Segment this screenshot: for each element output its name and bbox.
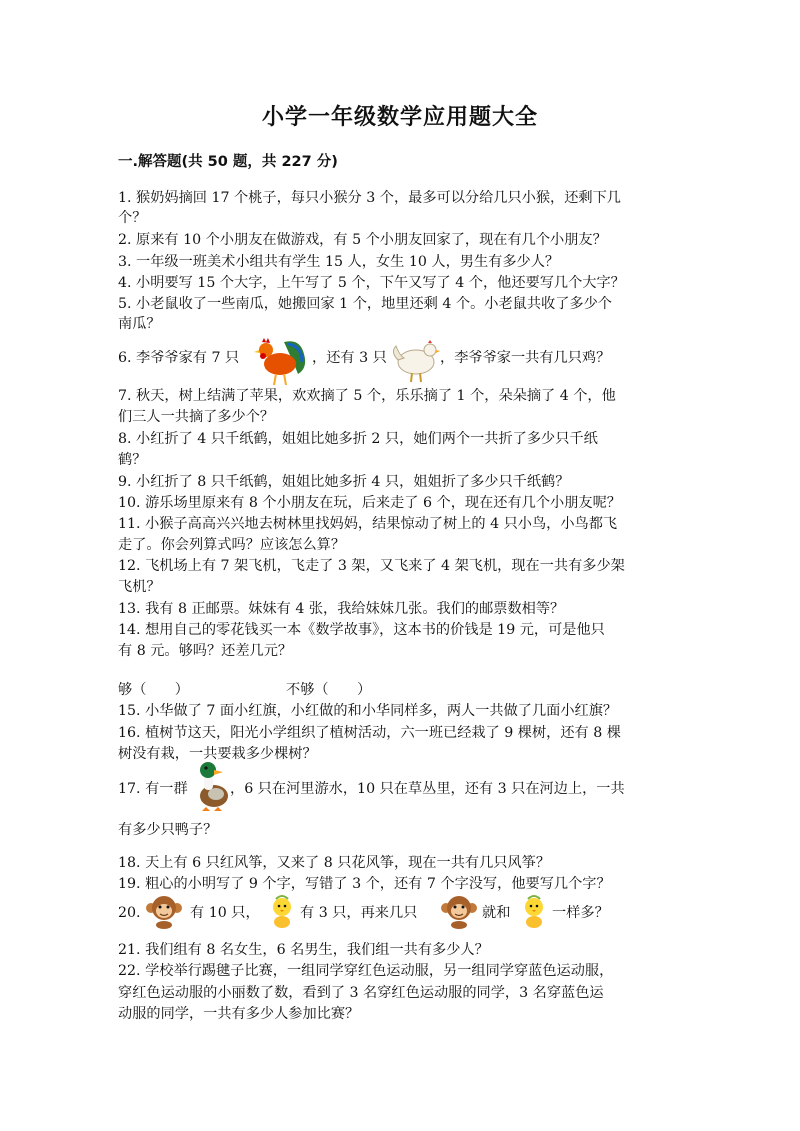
question-line: 11. 小猴子高高兴兴地去树林里找妈妈，结果惊动了树上的 4 只小鸟，小鸟都飞 — [118, 516, 618, 532]
chick-picture — [268, 893, 296, 929]
question-line: 南瓜？ — [118, 316, 161, 332]
question-line: ，李爷爷家一共有几只鸡？ — [440, 350, 611, 366]
question-line: 9. 小红折了 8 只千纸鹤，姐姐比她多折 4 只，姐姐折了多少只千纸鹤？ — [118, 474, 570, 490]
question-line: 20. — [118, 905, 141, 921]
question-line: 动服的同学，一共有多少人参加比赛？ — [118, 1006, 360, 1022]
duck-picture — [192, 760, 234, 812]
question-line: 6. 李爷爷家有 7 只 — [118, 350, 240, 366]
question-line: 们三人一共摘了多少个？ — [118, 409, 275, 425]
question-line: 17. 有一群 — [118, 781, 188, 797]
question-line: 1. 猴奶妈摘回 17 个桃子，每只小猴分 3 个，最多可以分给几只小猴，还剩下几 — [118, 190, 621, 206]
question-line: 13. 我有 8 正邮票。妹妹有 4 张，我给妹妹几张。我们的邮票数相等？ — [118, 601, 565, 617]
question-line: 2. 原来有 10 个小朋友在做游戏，有 5 个小朋友回家了，现在有几个小朋友？ — [118, 232, 607, 248]
section-heading: 一.解答题(共 50 题，共 227 分) — [118, 154, 338, 170]
question-line: 有 8 元。够吗？还差几元？ — [118, 643, 293, 659]
question-line: 有多少只鸭子？ — [118, 822, 218, 838]
question-line: 7. 秋天，树上结满了苹果，欢欢摘了 5 个，乐乐摘了 1 个，朵朵摘了 4 个，他 — [118, 388, 616, 404]
monkey-picture — [440, 893, 478, 929]
question-line: 穿红色运动服的小丽数了数，看到了 3 名穿红色运动服的同学，3 名穿蓝色运 — [118, 985, 604, 1001]
question-line: 15. 小华做了 7 面小红旗，小红做的和小华同样多，两人一共做了几面小红旗？ — [118, 703, 618, 719]
question-line: ，6 只在河里游水，10 只在草丛里，还有 3 只在河边上，一共 — [230, 781, 625, 797]
answer-enough: 够（ ） — [118, 682, 189, 698]
question-line: 4. 小明要写 15 个大字，上午写了 5 个，下午又写了 4 个，他还要写几个大字？ — [118, 275, 625, 291]
question-line: 21. 我们组有 8 名女生，6 名男生，我们组一共有多少人？ — [118, 942, 489, 958]
question-line: 18. 天上有 6 只红风筝，又来了 8 只花风筝，现在一共有几只风筝？ — [118, 855, 551, 871]
question-line: 树没有栽，一共要栽多少棵树？ — [118, 746, 317, 762]
question-line: 一样多？ — [552, 905, 609, 921]
question-line: 22. 学校举行踢毽子比赛，一组同学穿红色运动服，另一组同学穿蓝色运动服， — [118, 963, 614, 979]
question-line: 10. 游乐场里原来有 8 个小朋友在玩，后来走了 6 个，现在还有几个小朋友呢？ — [118, 495, 621, 511]
monkey-picture — [145, 893, 183, 929]
chick-picture — [520, 893, 548, 929]
question-line: 就和 — [482, 905, 511, 921]
question-line: 16. 植树节这天，阳光小学组织了植树活动，六一班已经栽了 9 棵树，还有 8 棵 — [118, 725, 621, 741]
question-line: 19. 粗心的小明写了 9 个字，写错了 3 个，还有 7 个字没写，他要写几个字？ — [118, 876, 611, 892]
question-line: 鹤？ — [118, 452, 147, 468]
question-line: 14. 想用自己的零花钱买一本《数学故事》，这本书的价钱是 19 元，可是他只 — [118, 622, 605, 638]
question-line: 飞机？ — [118, 579, 161, 595]
page-title: 小学一年级数学应用题大全 — [261, 105, 538, 130]
question-line: 个？ — [118, 210, 147, 226]
rooster-picture — [250, 334, 310, 386]
answer-not-enough: 不够（ ） — [286, 682, 372, 698]
question-line: 有 10 只， — [190, 905, 260, 921]
question-line: ，还有 3 只 — [312, 350, 387, 366]
question-line: 走了。你会列算式吗？应该怎么算？ — [118, 537, 346, 553]
question-line: 5. 小老鼠收了一些南瓜，她搬回家 1 个，地里还剩 4 个。小老鼠共收了多少个 — [118, 296, 612, 312]
question-line: 8. 小红折了 4 只千纸鹤，姐姐比她多折 2 只，她们两个一共折了多少只千纸 — [118, 431, 598, 447]
hen-picture — [390, 338, 440, 384]
question-line: 3. 一年级一班美术小组共有学生 15 人，女生 10 人，男生有多少人？ — [118, 254, 560, 270]
question-line: 12. 飞机场上有 7 架飞机，飞走了 3 架，又飞来了 4 架飞机，现在一共有多少架 — [118, 558, 625, 574]
question-line: 有 3 只，再来几只 — [300, 905, 418, 921]
